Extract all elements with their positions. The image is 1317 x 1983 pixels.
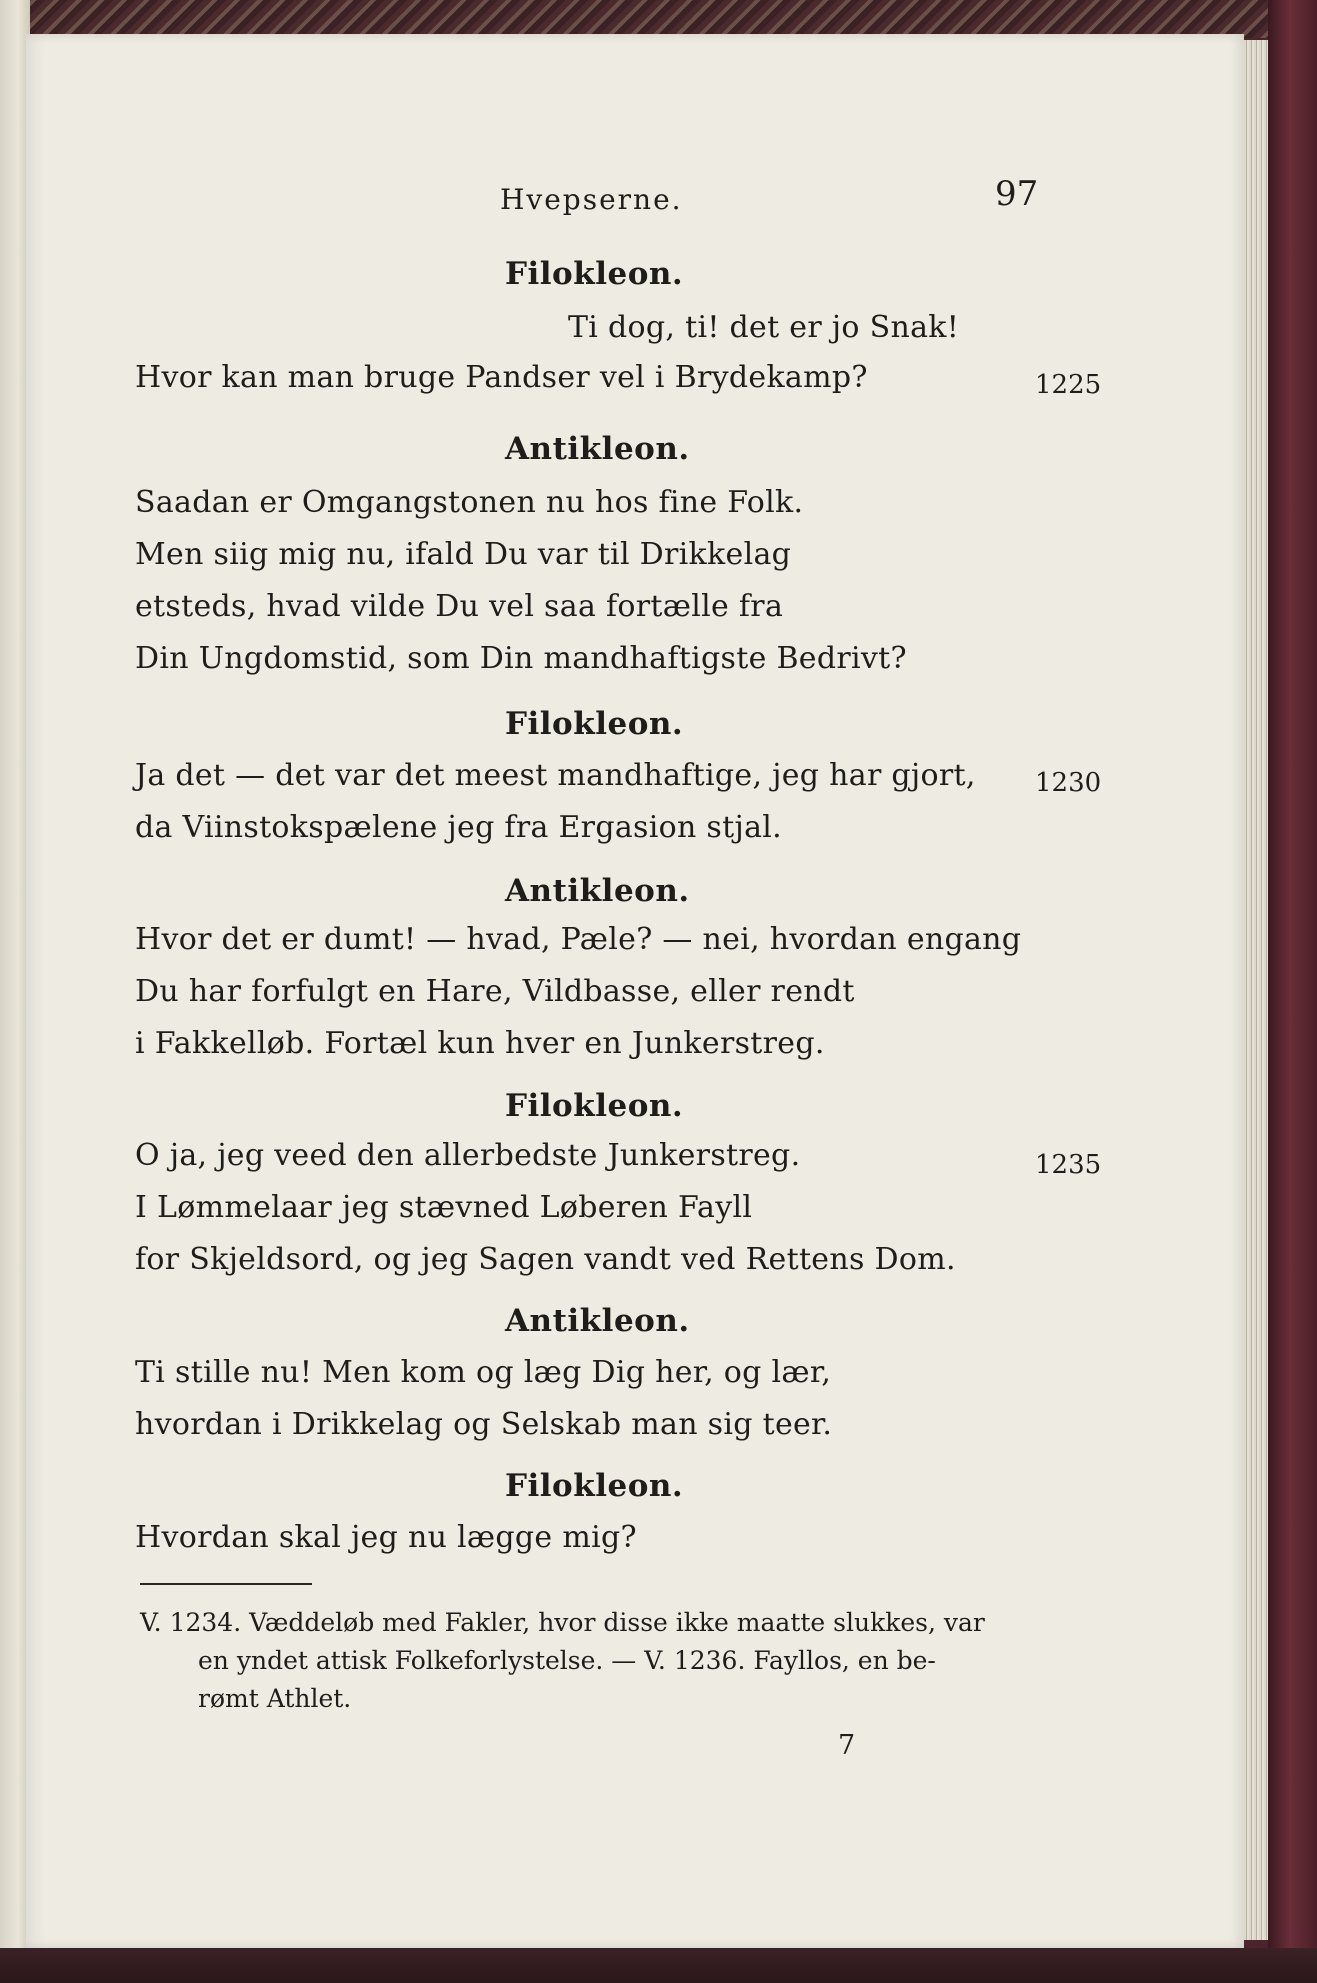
verse-line: Hvor det er dumt! — hvad, Pæle? — nei, hvordan engang [135, 922, 1022, 957]
verse-line: Ti dog, ti! det er jo Snak! [568, 310, 960, 345]
verse-line: Hvor kan man bruge Pandser vel i Brydekamp? [135, 360, 868, 395]
verse-line: Ti stille nu! Men kom og læg Dig her, og lær, [135, 1355, 832, 1390]
footnote-line: V. 1234. Væddeløb med Fakler, hvor disse ikke maatte slukkes, var [140, 1608, 985, 1637]
speaker-name: Filokleon. [505, 1088, 684, 1124]
verse-line: etsteds, hvad vilde Du vel saa fortælle fra [135, 589, 784, 624]
verse-line: Du har forfulgt en Hare, Vildbasse, eller rendt [135, 974, 855, 1009]
verse-line: for Skjeldsord, og jeg Sagen vandt ved Rettens Dom. [135, 1242, 956, 1277]
book-cover-bottom-edge [0, 1948, 1317, 1983]
running-title: Hvepserne. [500, 183, 683, 216]
speaker-name: Filokleon. [505, 1468, 684, 1504]
speaker-name: Antikleon. [505, 873, 690, 909]
verse-line: Hvordan skal jeg nu lægge mig? [135, 1520, 637, 1555]
line-number: 1230 [1035, 768, 1102, 798]
line-number: 1235 [1035, 1150, 1102, 1180]
verse-line: da Viinstokspælene jeg fra Ergasion stjal. [135, 810, 782, 845]
page-stack-edges [1244, 40, 1268, 1940]
verse-line: i Fakkelløb. Fortæl kun hver en Junkerstreg. [135, 1026, 825, 1061]
verse-line: Din Ungdomstid, som Din mandhaftigste Bedrivt? [135, 641, 907, 676]
signature-mark: 7 [838, 1730, 856, 1761]
book-cover-top-edge [0, 0, 1317, 38]
verse-line: Saadan er Omgangstonen nu hos fine Folk. [135, 485, 804, 520]
line-number: 1225 [1035, 370, 1102, 400]
footnote-divider [140, 1583, 312, 1585]
verse-line: hvordan i Drikkelag og Selskab man sig teer. [135, 1407, 833, 1442]
verse-line: Men siig mig nu, ifald Du var til Drikkelag [135, 537, 792, 572]
verse-line: Ja det — det var det meest mandhaftige, jeg har gjort, [135, 758, 976, 793]
verse-line: I Lømmelaar jeg stævned Løberen Fayll [135, 1190, 753, 1225]
footnote-line: rømt Athlet. [198, 1684, 352, 1713]
speaker-name: Antikleon. [505, 1303, 690, 1339]
speaker-name: Filokleon. [505, 256, 684, 292]
footnote-line: en yndet attisk Folkeforlystelse. — V. 1236. Fayllos, en be- [198, 1646, 936, 1675]
page-number: 97 [995, 174, 1039, 214]
speaker-name: Filokleon. [505, 706, 684, 742]
book-cover-right-edge [1268, 0, 1317, 1983]
speaker-name: Antikleon. [505, 431, 690, 467]
verse-line: O ja, jeg veed den allerbedste Junkerstreg. [135, 1138, 801, 1173]
